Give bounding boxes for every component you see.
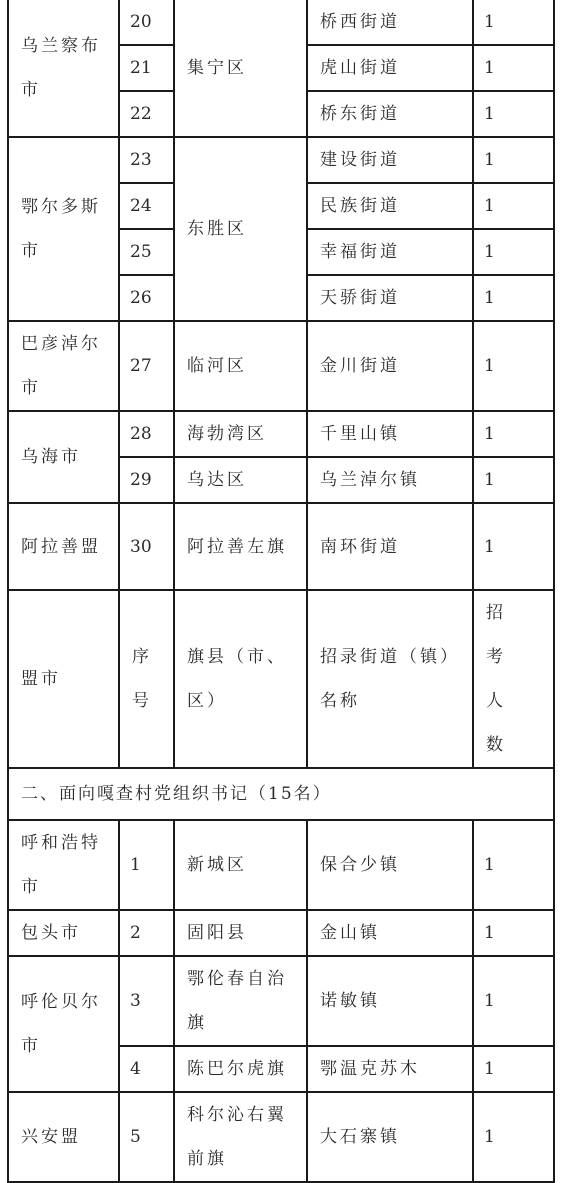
count-cell: 1	[473, 956, 554, 1046]
header-row	[8, 590, 554, 768]
league-cell: 包头市	[8, 910, 119, 956]
county-cell: 鄂伦春自治旗	[174, 956, 307, 1046]
no-cell: 3	[119, 956, 174, 1046]
street-cell: 千里山镇	[307, 411, 473, 457]
no-cell: 24	[119, 183, 174, 229]
league-cell: 呼伦贝尔市	[8, 956, 119, 1092]
street-cell: 鄂温克苏木	[307, 1046, 473, 1092]
header-no: 序号	[119, 590, 174, 768]
count-cell: 1	[473, 1092, 554, 1182]
header-county: 旗县（市、区）	[174, 590, 307, 768]
county-cell: 乌达区	[174, 457, 307, 503]
street-cell: 南环街道	[307, 503, 473, 590]
county-cell: 新城区	[174, 820, 307, 910]
league-cell: 鄂尔多斯市	[8, 137, 119, 321]
table-row	[8, 321, 554, 411]
header-street: 招录街道（镇）名称	[307, 590, 473, 768]
street-cell: 桥西街道	[307, 0, 473, 45]
count-cell: 1	[473, 275, 554, 321]
no-cell: 20	[119, 0, 174, 45]
street-cell: 民族街道	[307, 183, 473, 229]
league-cell: 呼和浩特市	[8, 820, 119, 910]
street-cell: 大石寨镇	[307, 1092, 473, 1182]
table-row	[8, 137, 554, 183]
street-cell: 保合少镇	[307, 820, 473, 910]
county-cell: 临河区	[174, 321, 307, 411]
county-cell: 固阳县	[174, 910, 307, 956]
table-row	[8, 820, 554, 910]
table-row	[8, 910, 554, 956]
count-cell: 1	[473, 0, 554, 45]
no-cell: 30	[119, 503, 174, 590]
table-row	[8, 956, 554, 1046]
count-cell: 1	[473, 183, 554, 229]
count-cell: 1	[473, 910, 554, 956]
no-cell: 26	[119, 275, 174, 321]
count-cell: 1	[473, 137, 554, 183]
street-cell: 乌兰淖尔镇	[307, 457, 473, 503]
street-cell: 虎山街道	[307, 45, 473, 91]
count-cell: 1	[473, 321, 554, 411]
table-row	[8, 503, 554, 590]
no-cell: 27	[119, 321, 174, 411]
county-cell: 陈巴尔虎旗	[174, 1046, 307, 1092]
street-cell: 诺敏镇	[307, 956, 473, 1046]
table-row	[8, 411, 554, 457]
no-cell: 23	[119, 137, 174, 183]
league-cell: 阿拉善盟	[8, 503, 119, 590]
recruitment-table	[7, 0, 555, 1183]
county-cell: 东胜区	[174, 137, 307, 321]
header-count: 招考人数	[473, 590, 554, 768]
count-cell: 1	[473, 820, 554, 910]
section-row	[8, 768, 554, 820]
county-cell: 集宁区	[174, 0, 307, 137]
count-cell: 1	[473, 1046, 554, 1092]
league-cell: 乌海市	[8, 411, 119, 503]
count-cell: 1	[473, 91, 554, 137]
street-cell: 金川街道	[307, 321, 473, 411]
no-cell: 25	[119, 229, 174, 275]
league-cell: 兴安盟	[8, 1092, 119, 1182]
count-cell: 1	[473, 229, 554, 275]
league-cell: 巴彦淖尔市	[8, 321, 119, 411]
no-cell: 1	[119, 820, 174, 910]
no-cell: 2	[119, 910, 174, 956]
street-cell: 幸福街道	[307, 229, 473, 275]
count-cell: 1	[473, 45, 554, 91]
county-cell: 科尔沁右翼前旗	[174, 1092, 307, 1182]
county-cell: 海勃湾区	[174, 411, 307, 457]
header-league: 盟市	[8, 590, 119, 768]
no-cell: 4	[119, 1046, 174, 1092]
street-cell: 建设街道	[307, 137, 473, 183]
section-title: 二、面向嘎查村党组织书记（15名）	[8, 768, 554, 820]
street-cell: 天骄街道	[307, 275, 473, 321]
league-cell: 乌兰察布市	[8, 0, 119, 137]
no-cell: 22	[119, 91, 174, 137]
no-cell: 21	[119, 45, 174, 91]
street-cell: 桥东街道	[307, 91, 473, 137]
street-cell: 金山镇	[307, 910, 473, 956]
no-cell: 28	[119, 411, 174, 457]
count-cell: 1	[473, 411, 554, 457]
count-cell: 1	[473, 503, 554, 590]
table-row	[8, 1092, 554, 1182]
count-cell: 1	[473, 457, 554, 503]
table-row	[8, 0, 554, 45]
no-cell: 29	[119, 457, 174, 503]
county-cell: 阿拉善左旗	[174, 503, 307, 590]
no-cell: 5	[119, 1092, 174, 1182]
